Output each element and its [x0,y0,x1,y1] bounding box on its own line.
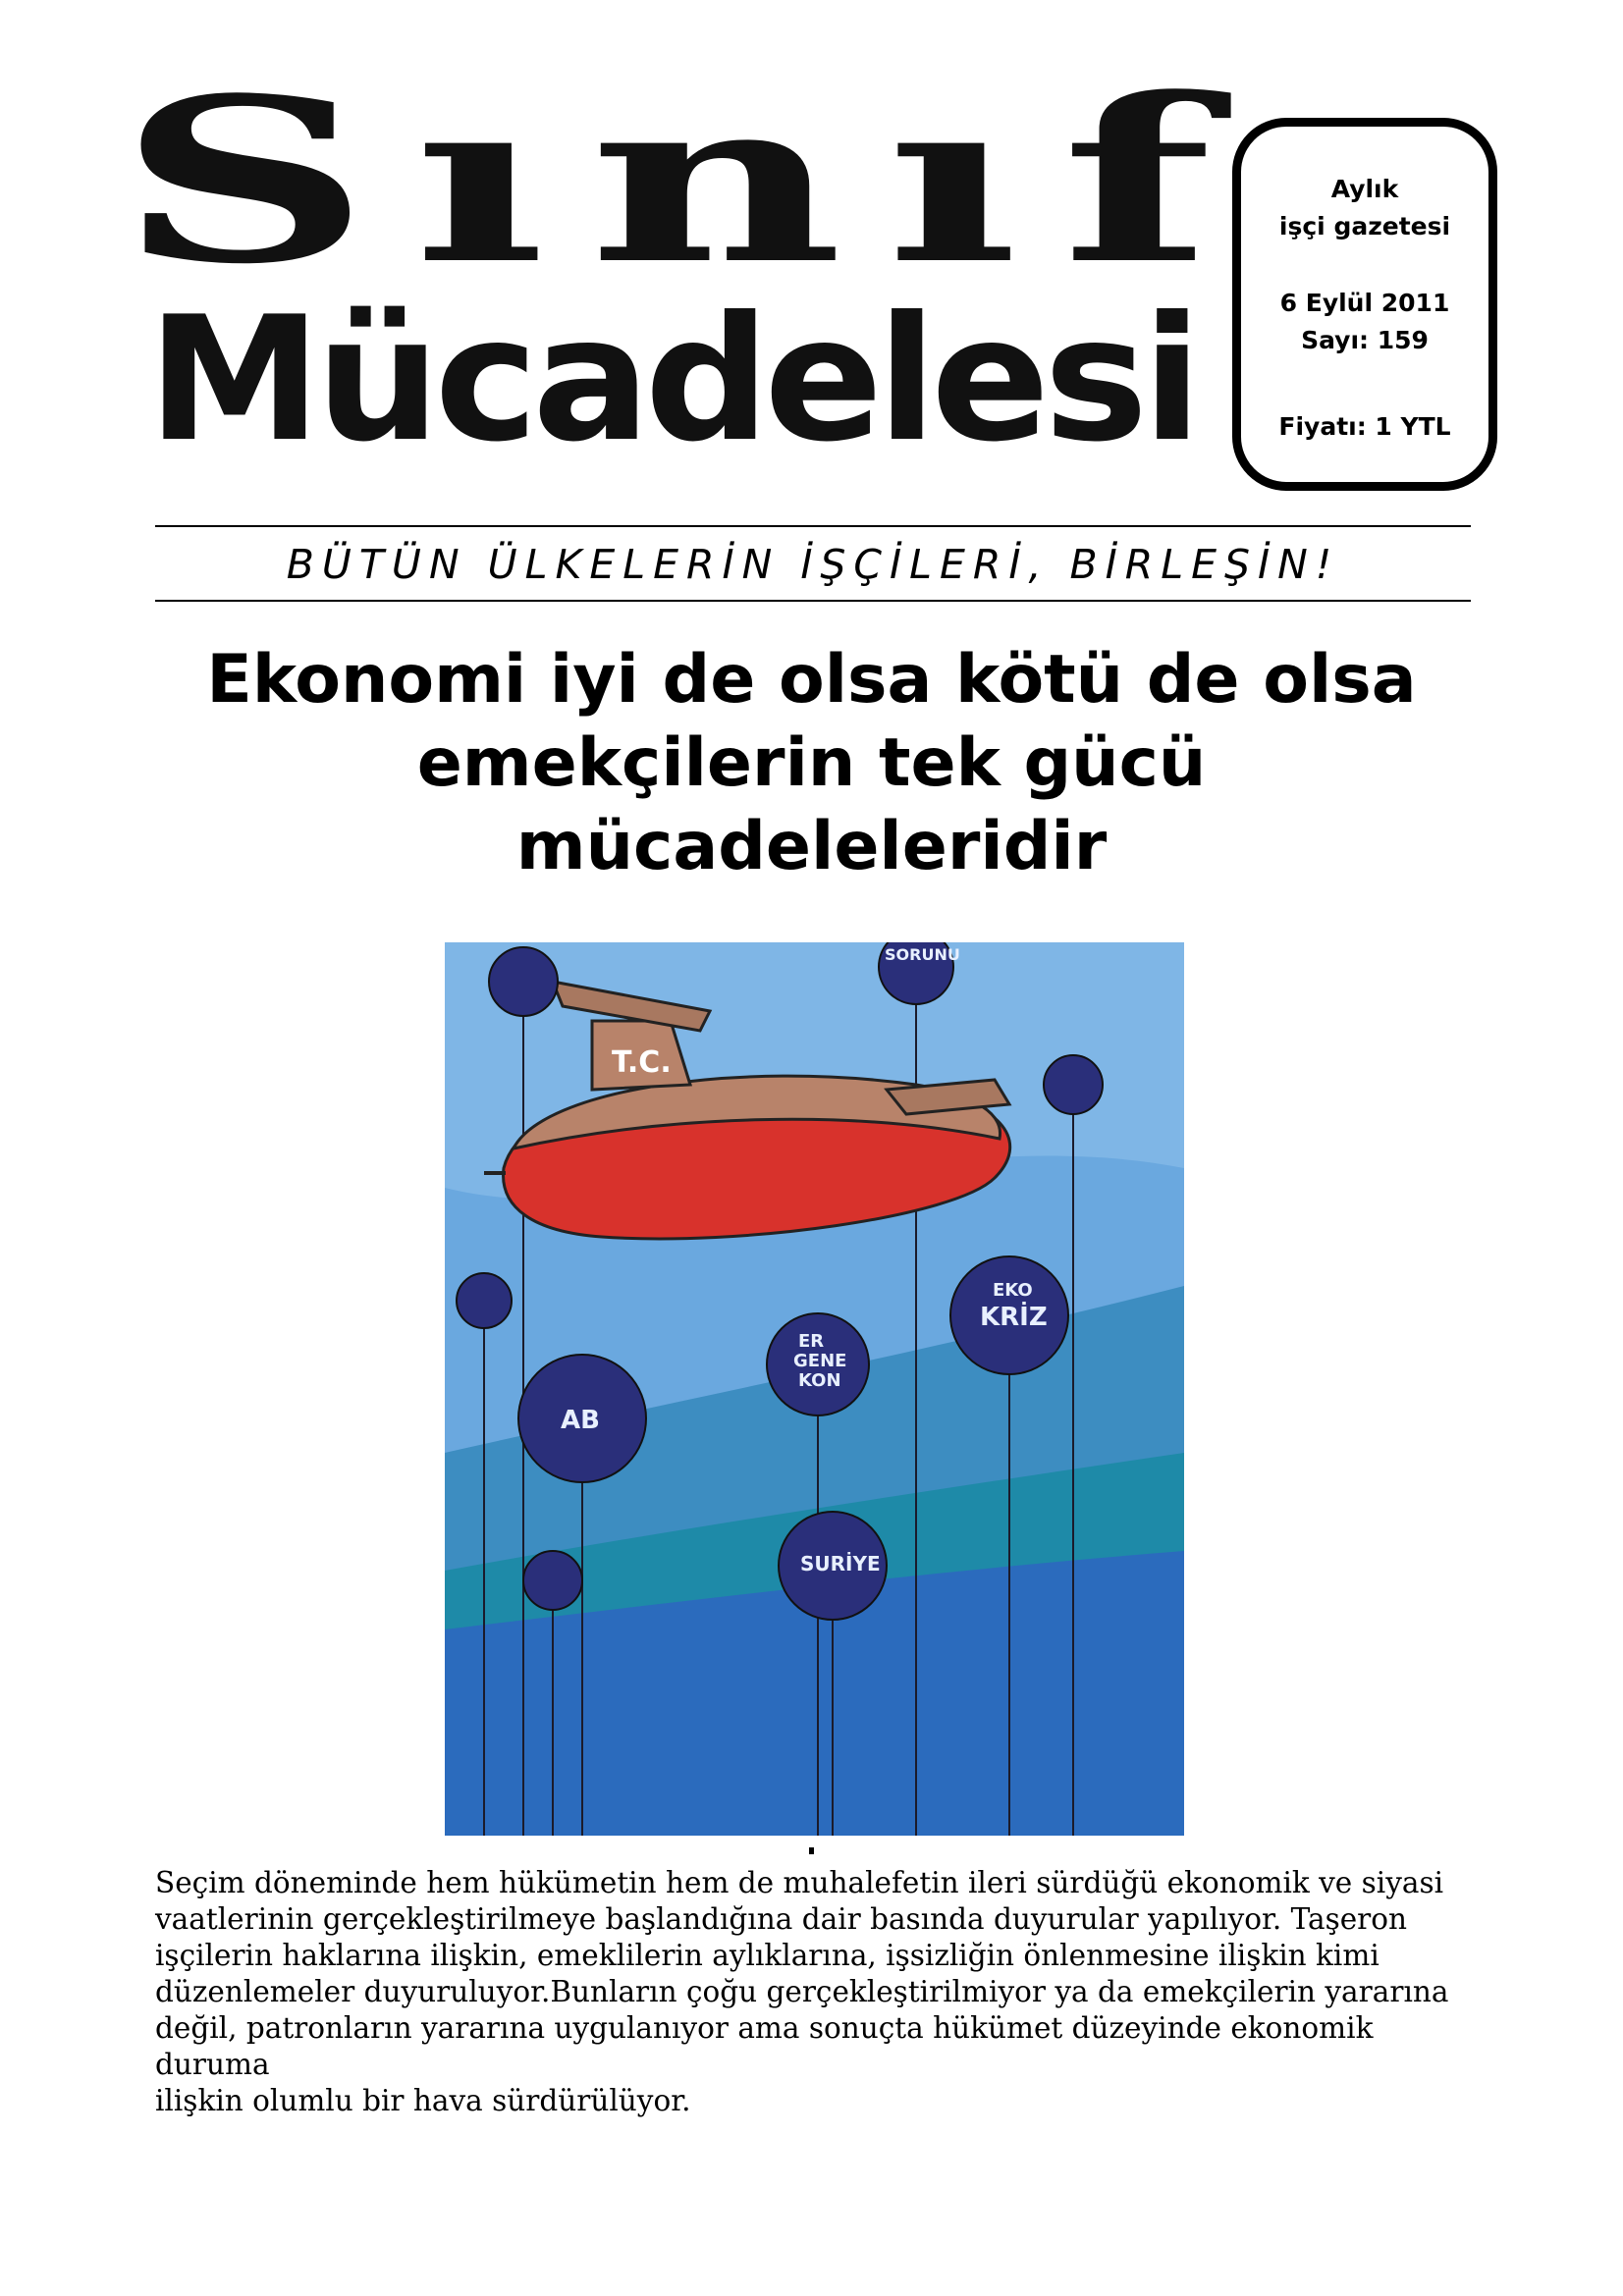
body-line: işçilerin haklarına ilişkin, emeklilerin aylıklarına, işsizliğin önlenmesine ilişkin kimi [155,1939,1380,1972]
logo-title-sinif: Sınıf [118,49,1255,314]
divider-top [155,525,1471,527]
stray-dot [809,1847,814,1854]
mine-label: GENE [793,1351,847,1371]
issue-info-box [1232,118,1497,491]
mine-label: SURİYE [800,1552,881,1575]
mine-label: ER [798,1331,825,1352]
mine-label: SORUNU [885,945,960,964]
mine-label: KON [798,1370,841,1391]
article-headline [147,638,1476,888]
mine-label: KRİZ [980,1303,1048,1332]
headline-line: Ekonomi iyi de olsa kötü de olsa [206,641,1417,719]
issue-date: 6 Eylül 2011 [1279,289,1450,317]
divider-bottom [155,600,1471,602]
slogan: BÜTÜN ÜLKELERİN İŞÇİLERİ, BİRLEŞİN! [286,541,1340,588]
headline-line: emekçilerin tek gücü [416,724,1207,802]
submarine-minefield-cartoon-icon [445,942,1184,1836]
body-line: düzenlemeler duyuruluyor.Bunların çoğu gerçekleştirilmiyor ya da emekçilerin yararına [155,1975,1449,2008]
body-line: Seçim döneminde hem hükümetin hem de muhalefetin ileri sürdüğü ekonomik ve siyasi [155,1866,1444,1899]
mine-label: AB [561,1406,600,1435]
issue-frequency: Aylık [1330,175,1399,203]
submarine-label: T.C. [612,1045,672,1080]
mine-label: EKO [993,1280,1033,1301]
masthead [0,0,1623,588]
body-line: ilişkin olumlu bir hava sürdürülüyor. [155,2084,691,2117]
issue-number: Sayı: 159 [1301,326,1429,354]
logo-title-mucadelesi: Mücadelesi [147,281,1197,480]
issue-type: işçi gazetesi [1278,212,1451,240]
headline-line: mücadeleleridir [515,808,1108,885]
body-line: vaatlerinin gerçekleştirilmeye başlandığına dair basında duyurular yapılıyor. Taşeron [155,1902,1408,1936]
body-line: değil, patronların yararına uygulanıyor ama sonuçta hükümet düzeyinde ekonomik duruma [155,2011,1374,2081]
article-body [155,1865,1471,2119]
issue-price: Fiyatı: 1 YTL [1278,412,1451,441]
